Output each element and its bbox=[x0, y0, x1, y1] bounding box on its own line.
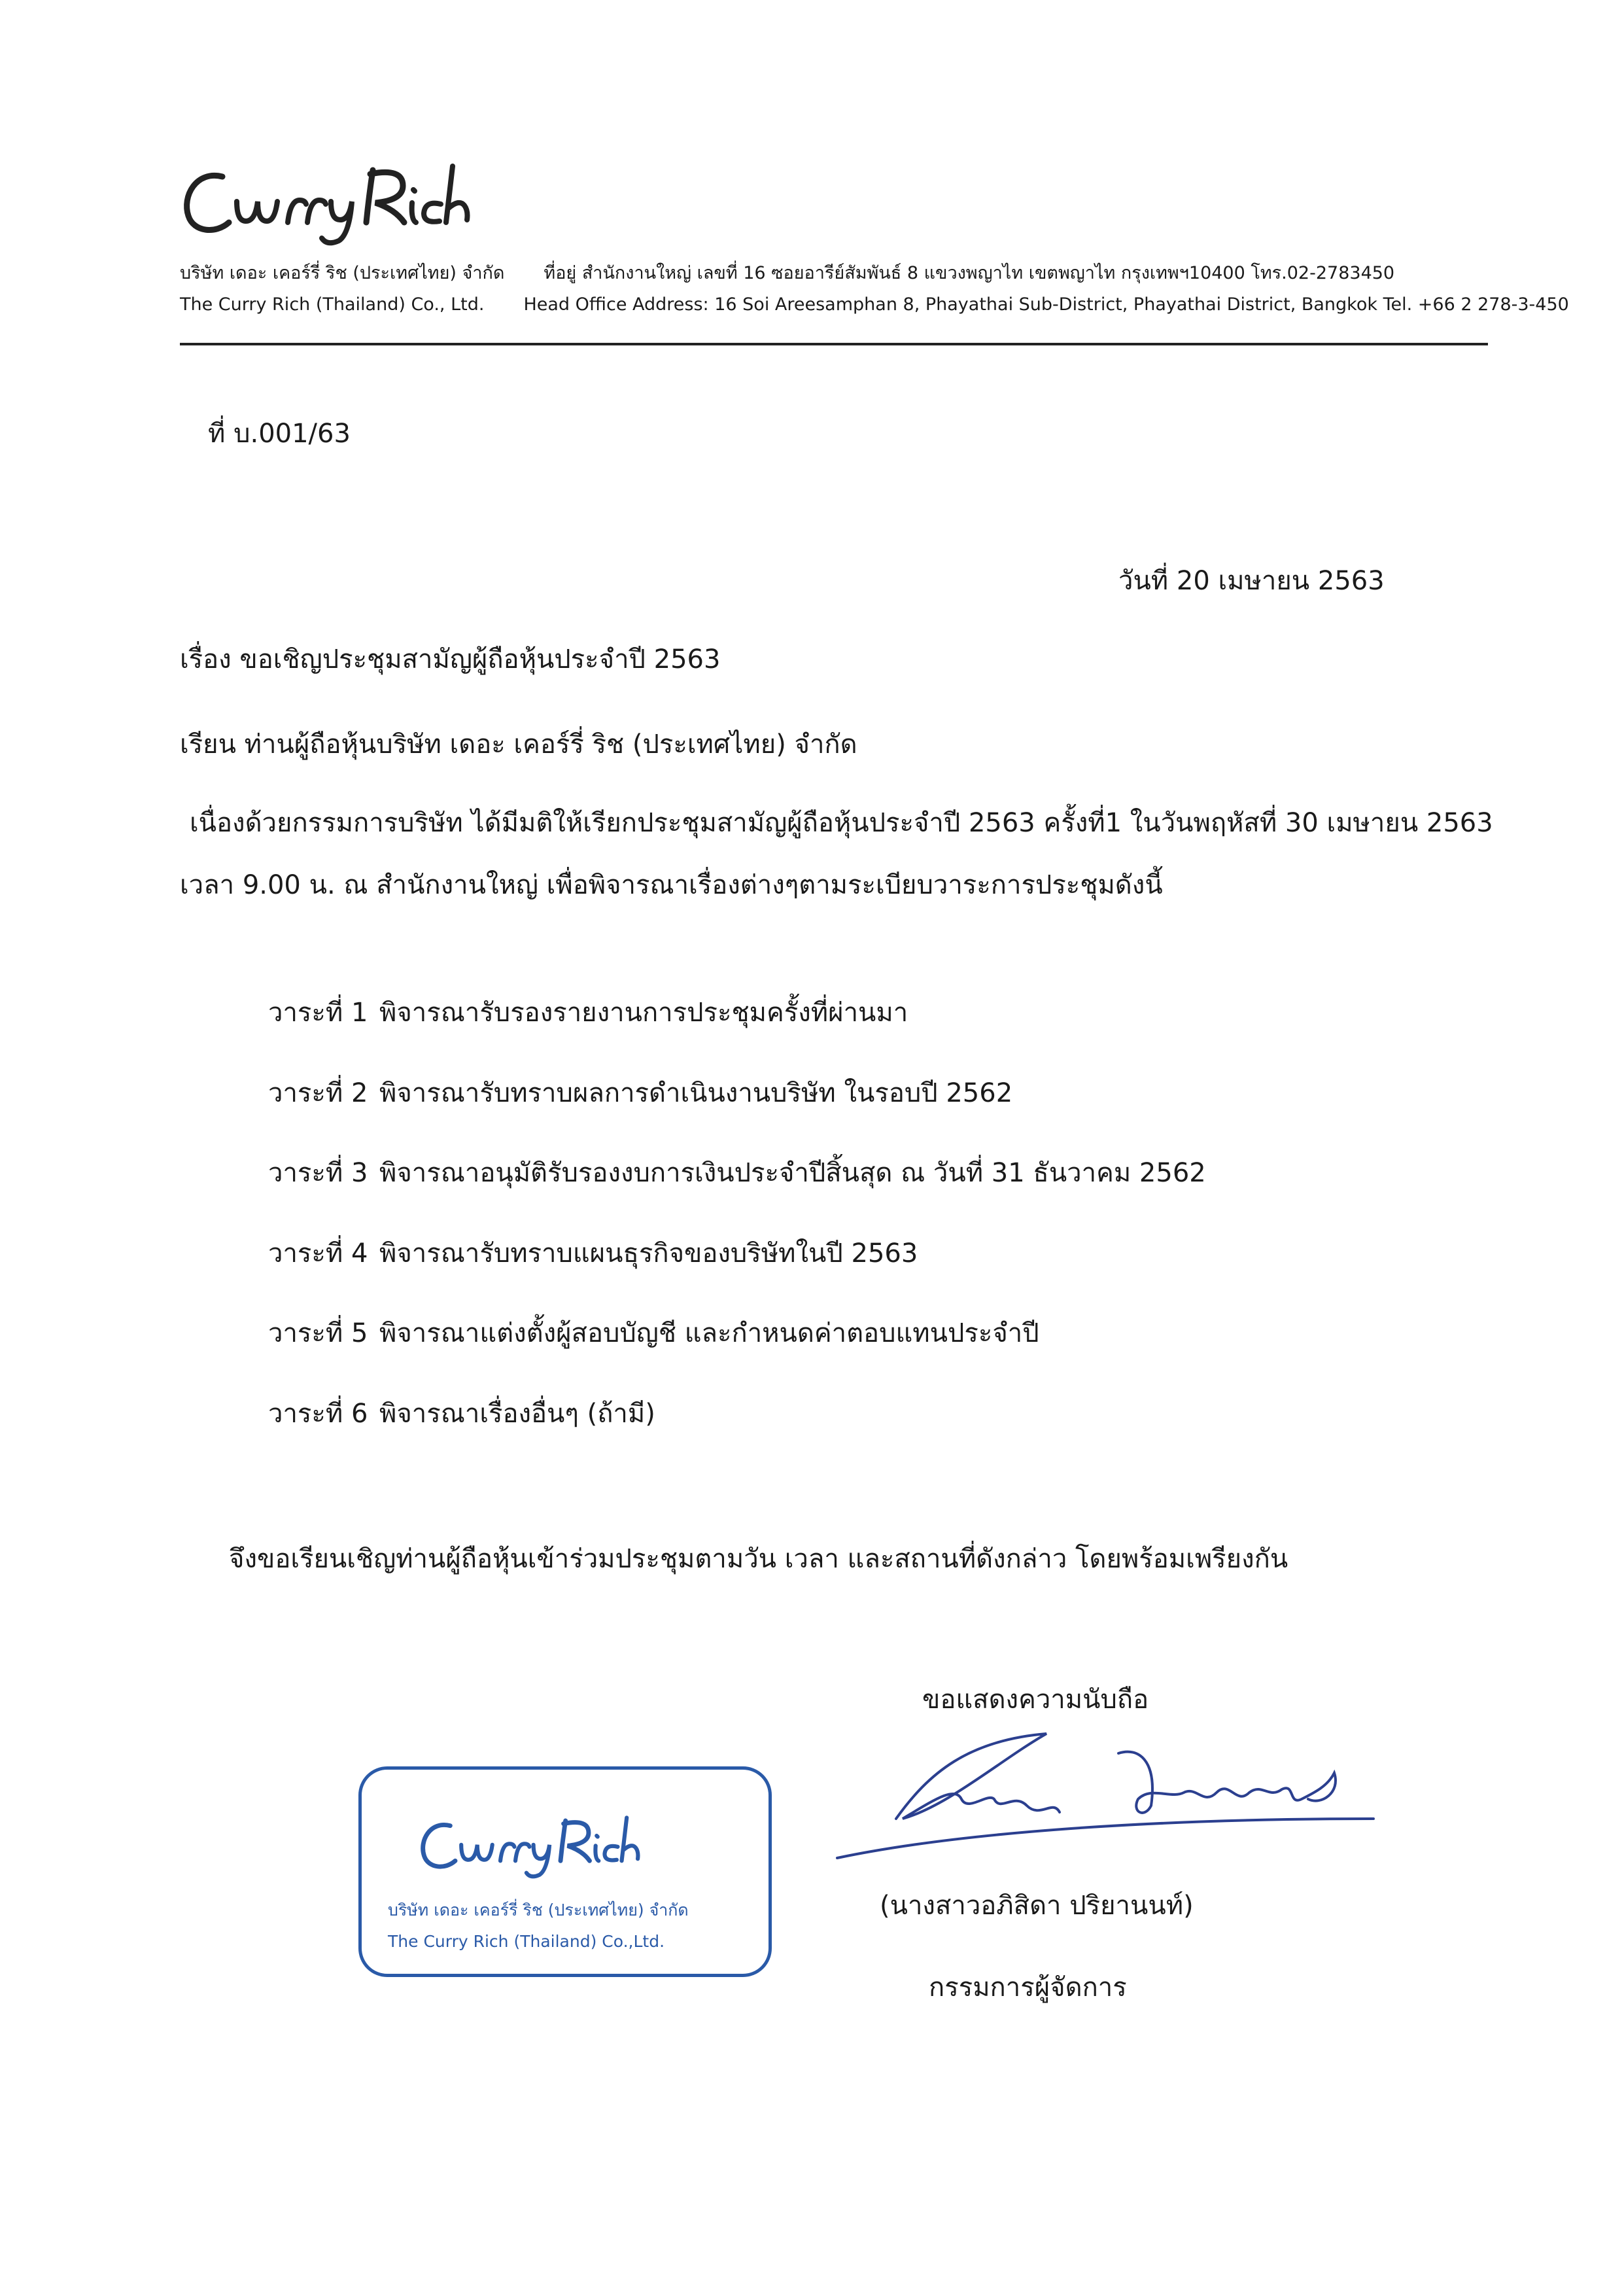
letterhead-divider bbox=[180, 343, 1488, 345]
reference-number: ที่ บ.001/63 bbox=[208, 419, 351, 449]
company-name-english: The Curry Rich (Thailand) Co., Ltd. bbox=[180, 294, 485, 315]
handwritten-signature bbox=[831, 1721, 1380, 1891]
agenda-item bbox=[268, 1392, 655, 1434]
agenda-number: วาระที่ 5 bbox=[268, 1318, 368, 1348]
agenda-number: วาระที่ 4 bbox=[268, 1238, 368, 1269]
letter-subject: เรื่อง ขอเชิญประชุมสามัญผู้ถือหุ้นประจำปี 2563 bbox=[180, 644, 721, 674]
agenda-text: พิจารณารับทราบผลการดำเนินงานบริษัท ในรอบปี 2562 bbox=[379, 1078, 1013, 1108]
address-thai: ที่อยู่ สำนักงานใหญ่ เลขที่ 16 ซอยอารีย์สัมพันธ์ 8 แขวงพญาไท เขตพญาไท กรุงเทพฯ10400 โทร.02-2783450 bbox=[544, 263, 1395, 283]
agenda-item bbox=[268, 1072, 1012, 1113]
agenda-item bbox=[268, 1151, 1206, 1193]
closing-sentence: จึงขอเรียนเชิญท่านผู้ถือหุ้นเข้าร่วมประชุมตามวัน เวลา และสถานที่ดังกล่าว โดยพร้อมเพรียงกัน bbox=[229, 1544, 1288, 1574]
agenda-number: วาระที่ 6 bbox=[268, 1399, 368, 1429]
address-english: Head Office Address: 16 Soi Areesamphan 8, Phayathai Sub-District, Phayathai District, Bangkok Tel. +66 2 278-3-450 bbox=[523, 294, 1569, 315]
letterhead-thai-line bbox=[180, 258, 1394, 287]
signer-title: กรรมการผู้จัดการ bbox=[929, 1972, 1127, 2003]
complimentary-close: ขอแสดงความนับถือ bbox=[922, 1685, 1149, 1715]
agenda-number: วาระที่ 1 bbox=[268, 998, 368, 1028]
agenda-text: พิจารณารับทราบแผนธุรกิจของบริษัทในปี 2563 bbox=[379, 1238, 918, 1269]
company-name-thai: บริษัท เดอะ เคอร์รี่ ริช (ประเทศไทย) จำกัด bbox=[180, 263, 505, 283]
agenda-text: พิจารณารับรองรายงานการประชุมครั้งที่ผ่านมา bbox=[379, 998, 908, 1028]
letter-recipient: เรียน ท่านผู้ถือหุ้นบริษัท เดอะ เคอร์รี่ ริช (ประเทศไทย) จำกัด bbox=[180, 729, 857, 760]
agenda-number: วาระที่ 3 bbox=[268, 1158, 368, 1188]
agenda-item bbox=[268, 1312, 1039, 1354]
letter-date: วันที่ 20 เมษายน 2563 bbox=[1118, 566, 1385, 596]
agenda-item bbox=[268, 1232, 918, 1274]
agenda-text: พิจารณาอนุมัติรับรองงบการเงินประจำปีสิ้นสุด ณ วันที่ 31 ธันวาคม 2562 bbox=[379, 1158, 1206, 1188]
agenda-text: พิจารณาเรื่องอื่นๆ (ถ้ามี) bbox=[379, 1399, 655, 1429]
signer-name: (นางสาวอภิสิดา ปริยานนท์) bbox=[880, 1891, 1194, 1921]
agenda-item bbox=[268, 991, 908, 1033]
letterhead-english-line bbox=[180, 294, 1569, 315]
stamp-company-thai: บริษัท เดอะ เคอร์รี่ ริช (ประเทศไทย) จำกัด bbox=[388, 1901, 689, 1919]
body-paragraph-line-1: เนื่องด้วยกรรมการบริษัท ได้มีมติให้เรียกประชุมสามัญผู้ถือหุ้นประจำปี 2563 ครั้งที่1 ในวันพฤหัสที่ 30 เมษายน 2563 bbox=[190, 808, 1493, 838]
agenda-text: พิจารณาแต่งตั้งผู้สอบบัญชี และกำหนดค่าตอบแทนประจำปี bbox=[379, 1318, 1039, 1348]
agenda-number: วาระที่ 2 bbox=[268, 1078, 368, 1108]
body-paragraph-line-2: เวลา 9.00 น. ณ สำนักงานใหญ่ เพื่อพิจารณาเรื่องต่างๆตามระเบียบวาระการประชุมดังนี้ bbox=[180, 870, 1163, 900]
stamp-company-english: The Curry Rich (Thailand) Co.,Ltd. bbox=[388, 1932, 665, 1951]
curry-rich-logo bbox=[177, 150, 477, 249]
stamp-logo bbox=[393, 1806, 668, 1881]
company-stamp bbox=[358, 1766, 772, 1977]
